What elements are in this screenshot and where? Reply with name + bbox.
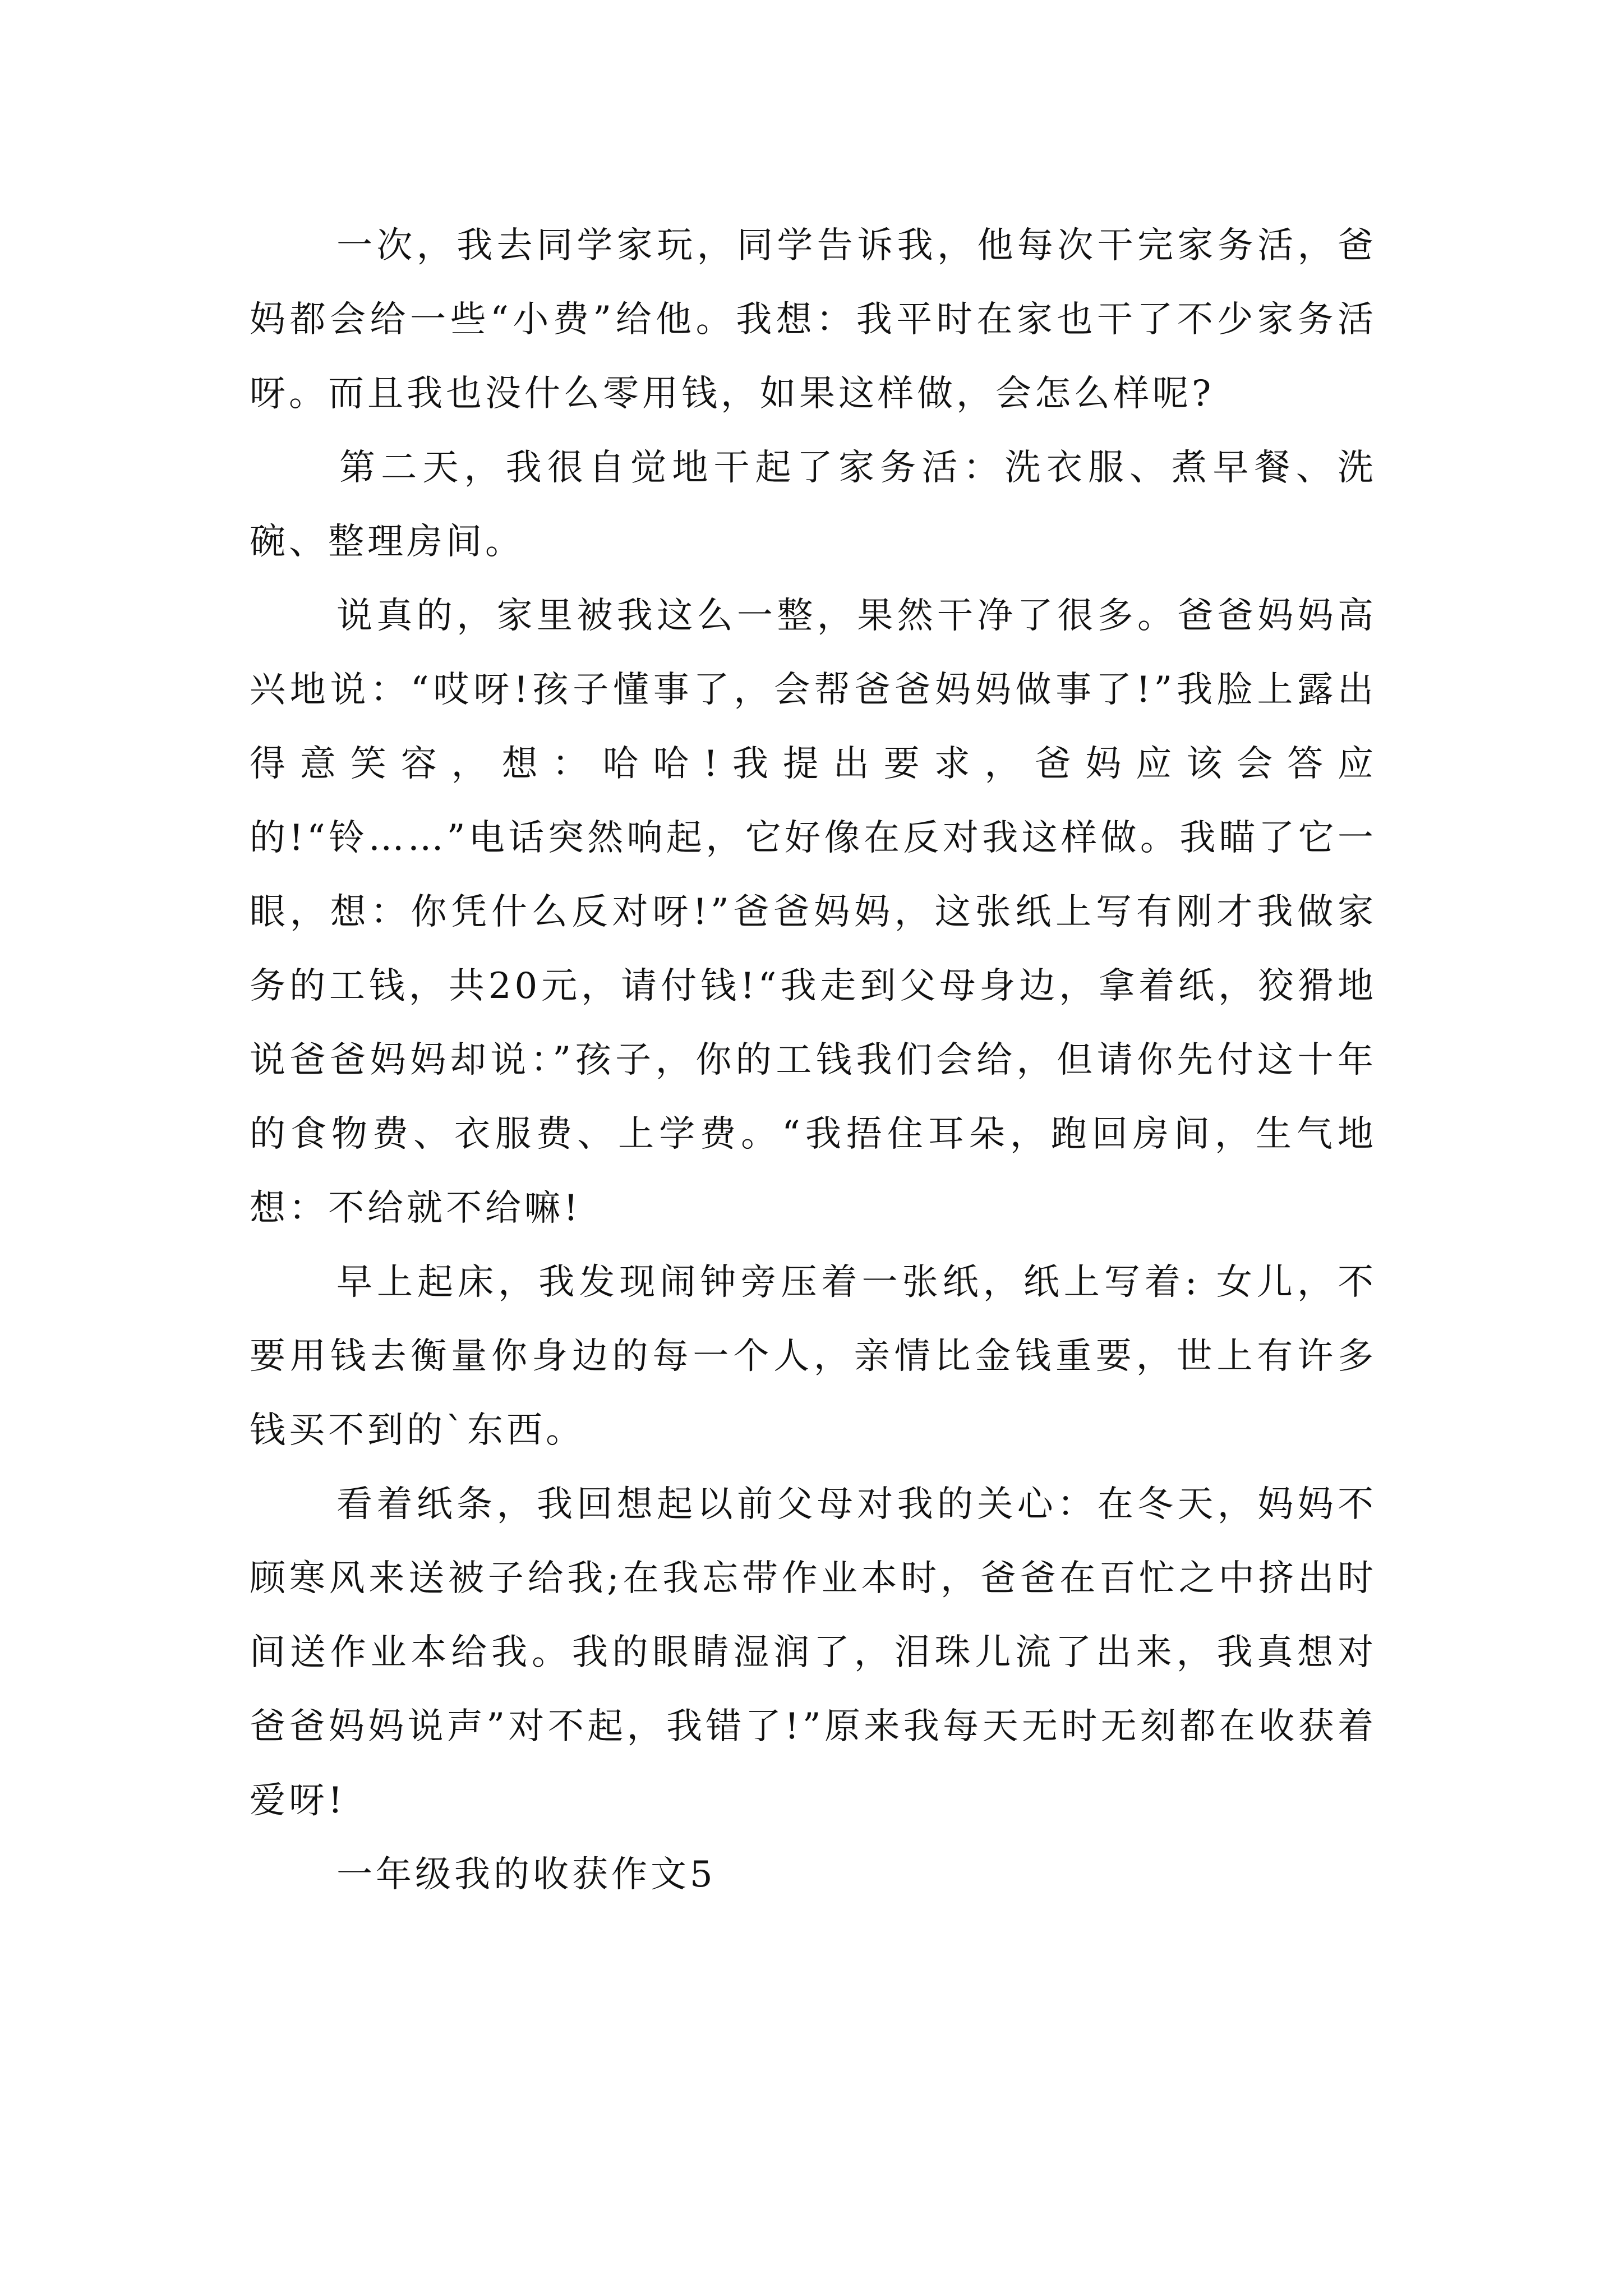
paragraph-1: 一次，我去同学家玩，同学告诉我，他每次干完家务活，爸妈都会给一些“小费”给他。我想：我平时在家也干了不少家务活呀。而且我也没什么零用钱，如果这样做，会怎么样呢? (250, 225, 1377, 415)
paragraph-4: 早上起床，我发现闹钟旁压着一张纸，纸上写着: 女儿，不要用钱去衡量你身边的每一个人，亲情比金钱重要，世上有许多钱买不到的`东西。 (250, 1262, 1377, 1451)
section-heading: 一年级我的收获作文5 (336, 1854, 716, 1895)
paragraph-5: 看着纸条，我回想起以前父母对我的关心：在冬天，妈妈不顾寒风来送被子给我;在我忘带作业本时，爸爸在百忙之中挤出时间送作业本给我。我的眼睛湿润了，泪珠儿流了出来，我真想对爸爸妈妈说声”对不起，我错了!”原来我每天无时无刻都在收获着爱呀! (250, 1484, 1377, 1821)
document-body (250, 209, 1377, 1912)
paragraph-2: 第二天，我很自觉地干起了家务活：洗衣服、煮早餐、洗碗、整理房间。 (250, 447, 1377, 563)
paragraph-3: 说真的，家里被我这么一整，果然干净了很多。爸爸妈妈高兴地说：“哎呀!孩子懂事了，会帮爸爸妈妈做事了!”我脸上露出得意笑容，想：哈哈!我提出要求，爸妈应该会答应的!“铃……”电话突然响起，它好像在反对我这样做。我瞄了它一眼，想：你凭什么反对呀!”爸爸妈妈，这张纸上写有刚才我做家务的工钱，共20元，请付钱!“我走到父母身边，拿着纸，狡猾地说爸爸妈妈却说：”孩子，你的工钱我们会给，但请你先付这十年的食物费、衣服费、上学费。“我捂住耳朵，跑回房间，生气地想：不给就不给嘛! (250, 595, 1377, 1229)
